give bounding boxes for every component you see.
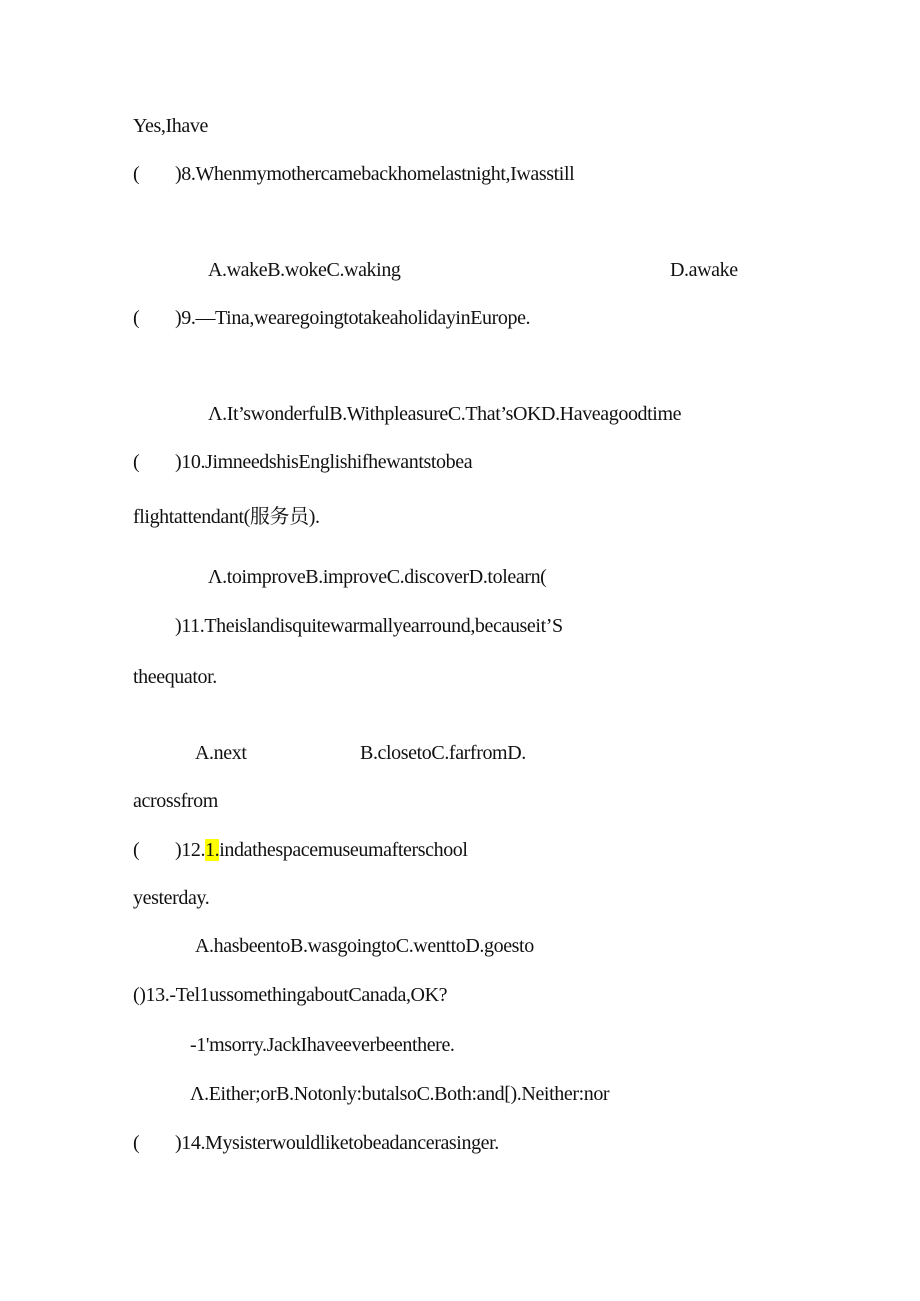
question-8-options-abc: A.wakeB.wokeC.waking bbox=[208, 259, 401, 281]
question-8: )8.Whenmymothercamebackhomelastnight,Iwasstill bbox=[175, 163, 575, 185]
question-13: ()13.-Tel1ussomethingaboutCanada,OK? bbox=[133, 984, 448, 1006]
question-11-continued: theequator. bbox=[133, 666, 217, 688]
question-13-reply: -1'msorry.JackIhaveeverbeenthere. bbox=[190, 1034, 455, 1056]
question-9: )9.—Tina,wearegoingtotakeaholidayinEurope. bbox=[175, 307, 531, 329]
answer-blank-open: ( bbox=[133, 307, 140, 329]
question-11: )11.Theislandisquitewarmallyearround,becauseit’S bbox=[175, 615, 563, 637]
highlighted-text: 1. bbox=[205, 839, 220, 861]
question-8-option-d: D.awake bbox=[670, 259, 738, 281]
question-9-options: Λ.It’swonderfulB.WithpleasureC.That’sOKD.Haveagoodtime bbox=[208, 403, 682, 425]
question-12-text: indathespacemuseumafterschool bbox=[219, 839, 468, 861]
question-13-options: Λ.Either;orB.Notonly:butalsoC.Both:and[).Neither:nor bbox=[190, 1083, 610, 1105]
question-11-option-d-text: acrossfrom bbox=[133, 790, 218, 812]
answer-blank-open: ( bbox=[133, 451, 140, 473]
question-12 bbox=[175, 838, 468, 862]
question-10-continued: flightattendant(服务员). bbox=[133, 506, 320, 528]
question-10: )10.JimneedshisEnglishifhewantstobea bbox=[175, 451, 473, 473]
answer-blank-open: ( bbox=[133, 163, 140, 185]
answer-line: Yes,Ihave bbox=[133, 115, 208, 137]
question-10-options: Λ.toimproveB.improveC.discoverD.tolearn( bbox=[208, 566, 547, 588]
question-12-continued: yesterday. bbox=[133, 887, 210, 909]
question-12-options: A.hasbeentoB.wasgoingtoC.wenttoD.goesto bbox=[195, 935, 534, 957]
answer-blank-open: ( bbox=[133, 839, 140, 861]
answer-blank-open: ( bbox=[133, 1132, 140, 1154]
question-11-option-a: A.next bbox=[195, 742, 247, 764]
question-12-number: )12. bbox=[175, 839, 206, 861]
question-14: )14.Mysisterwouldliketobeadancerasinger. bbox=[175, 1132, 499, 1154]
question-11-options-bcd: B.closetoC.farfromD. bbox=[360, 742, 526, 764]
